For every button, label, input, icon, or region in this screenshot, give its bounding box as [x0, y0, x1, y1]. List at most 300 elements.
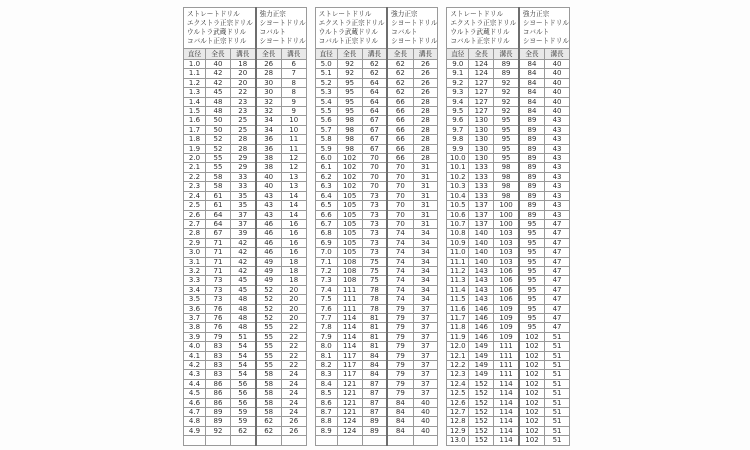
length-cell: 89 — [519, 135, 545, 144]
table-row — [315, 313, 438, 322]
length-cell: 102 — [519, 342, 545, 351]
length-cell: 70 — [387, 172, 413, 181]
diameter-cell: 4.4 — [184, 379, 206, 388]
length-cell: 81 — [362, 332, 387, 341]
length-cell: 28 — [413, 135, 438, 144]
diameter-cell: 6.8 — [315, 229, 337, 238]
length-cell: 43 — [545, 210, 570, 219]
length-cell: 31 — [413, 163, 438, 172]
standard-drill-types — [447, 8, 519, 49]
length-cell: 92 — [206, 426, 231, 435]
length-cell: 6 — [281, 60, 306, 69]
table-row — [315, 135, 438, 144]
length-cell: 114 — [337, 332, 362, 341]
diameter-cell: 10.8 — [447, 229, 469, 238]
table-row — [447, 342, 570, 351]
length-cell: 127 — [469, 78, 494, 87]
length-cell: 37 — [231, 210, 256, 219]
diameter-cell: 10.7 — [447, 219, 469, 228]
table-row — [447, 351, 570, 360]
header-line: ウルトラ武蔵ドリル — [450, 28, 510, 36]
table-row — [184, 295, 307, 304]
length-cell: 52 — [256, 313, 282, 322]
length-cell: 43 — [545, 182, 570, 191]
table-row — [447, 417, 570, 426]
table-row — [447, 436, 570, 445]
length-cell: 34 — [413, 285, 438, 294]
table-row — [315, 219, 438, 228]
length-cell: 43 — [545, 172, 570, 181]
length-cell: 40 — [545, 60, 570, 69]
length-cell: 73 — [362, 238, 387, 247]
length-cell: 43 — [545, 163, 570, 172]
length-cell: 95 — [337, 88, 362, 97]
column-header: 溝長 — [545, 49, 570, 60]
length-cell: 42 — [231, 266, 256, 275]
column-header: 溝長 — [494, 49, 519, 60]
length-cell: 92 — [494, 107, 519, 116]
length-cell: 111 — [494, 342, 519, 351]
diameter-cell: 12.6 — [447, 398, 469, 407]
diameter-cell: 6.6 — [315, 210, 337, 219]
length-cell: 84 — [387, 417, 413, 426]
header-line: シヨートドリル — [391, 37, 438, 45]
diameter-cell: 5.8 — [315, 135, 337, 144]
length-cell: 62 — [362, 69, 387, 78]
length-cell: 102 — [337, 182, 362, 191]
table-row — [184, 248, 307, 257]
diameter-cell: 10.3 — [447, 182, 469, 191]
standard-drill-types — [184, 8, 256, 49]
empty-cell — [184, 436, 206, 445]
table-row — [184, 332, 307, 341]
length-cell: 74 — [387, 266, 413, 275]
table-row — [184, 182, 307, 191]
diameter-cell: 5.0 — [315, 60, 337, 69]
length-cell: 124 — [469, 69, 494, 78]
header-line: コバルト正宗ドリル — [318, 37, 378, 45]
length-cell: 71 — [206, 238, 231, 247]
table-row — [447, 389, 570, 398]
length-cell: 146 — [469, 323, 494, 332]
length-cell: 56 — [231, 379, 256, 388]
length-cell: 124 — [337, 417, 362, 426]
length-cell: 89 — [519, 210, 545, 219]
table-row — [447, 229, 570, 238]
column-header: 全長 — [337, 49, 362, 60]
diameter-cell: 7.2 — [315, 266, 337, 275]
length-cell: 75 — [362, 276, 387, 285]
length-cell: 29 — [231, 163, 256, 172]
length-cell: 98 — [337, 116, 362, 125]
length-cell: 74 — [387, 257, 413, 266]
length-cell: 84 — [519, 78, 545, 87]
table-row — [184, 313, 307, 322]
length-cell: 20 — [281, 285, 306, 294]
length-cell: 33 — [231, 172, 256, 181]
diameter-cell: 6.4 — [315, 191, 337, 200]
length-cell: 23 — [231, 97, 256, 106]
length-cell: 95 — [337, 97, 362, 106]
length-cell: 34 — [413, 295, 438, 304]
length-cell: 55 — [256, 361, 282, 370]
length-cell: 74 — [387, 229, 413, 238]
diameter-cell: 5.4 — [315, 97, 337, 106]
column-header: 全長 — [206, 49, 231, 60]
length-cell: 48 — [206, 107, 231, 116]
length-cell: 34 — [413, 276, 438, 285]
table-row — [315, 285, 438, 294]
length-cell: 43 — [545, 201, 570, 210]
length-cell: 81 — [362, 342, 387, 351]
length-cell: 89 — [519, 125, 545, 134]
diameter-cell: 5.1 — [315, 69, 337, 78]
length-cell: 16 — [281, 229, 306, 238]
length-cell: 67 — [362, 144, 387, 153]
table-row — [447, 408, 570, 417]
diameter-cell: 12.9 — [447, 426, 469, 435]
length-cell: 35 — [231, 191, 256, 200]
diameter-cell: 3.0 — [184, 248, 206, 257]
table-row — [315, 276, 438, 285]
diameter-cell: 2.9 — [184, 238, 206, 247]
length-cell: 43 — [545, 144, 570, 153]
empty-cell — [337, 436, 362, 445]
table-row — [184, 172, 307, 181]
table-row — [184, 135, 307, 144]
length-cell: 62 — [256, 417, 282, 426]
length-cell: 74 — [387, 285, 413, 294]
length-cell: 66 — [387, 144, 413, 153]
length-cell: 55 — [206, 154, 231, 163]
length-cell: 117 — [337, 370, 362, 379]
length-cell: 22 — [281, 361, 306, 370]
length-cell: 102 — [519, 417, 545, 426]
table-row — [184, 266, 307, 275]
table-row — [315, 60, 438, 69]
length-cell: 100 — [494, 201, 519, 210]
length-cell: 58 — [256, 408, 282, 417]
length-cell: 40 — [545, 97, 570, 106]
header-line: シヨートドリル — [522, 19, 569, 27]
length-cell: 24 — [281, 408, 306, 417]
table-row — [447, 125, 570, 134]
diameter-cell: 9.7 — [447, 125, 469, 134]
column-header: 全長 — [519, 49, 545, 60]
length-cell: 34 — [256, 125, 282, 134]
table-row — [184, 154, 307, 163]
diameter-cell: 4.5 — [184, 389, 206, 398]
length-cell: 98 — [494, 172, 519, 181]
length-cell: 62 — [387, 69, 413, 78]
length-cell: 64 — [206, 210, 231, 219]
length-cell: 140 — [469, 229, 494, 238]
length-cell: 58 — [206, 172, 231, 181]
length-cell: 95 — [519, 238, 545, 247]
header-line: エクストラ正宗ドリル — [187, 19, 253, 27]
length-cell: 84 — [362, 361, 387, 370]
empty-cell — [281, 436, 306, 445]
header-line: ウルトラ武蔵ドリル — [187, 28, 247, 36]
length-cell: 22 — [281, 323, 306, 332]
length-cell: 48 — [231, 295, 256, 304]
diameter-cell: 2.8 — [184, 229, 206, 238]
length-cell: 26 — [413, 88, 438, 97]
length-cell: 92 — [494, 88, 519, 97]
table-row — [447, 163, 570, 172]
table-row — [184, 97, 307, 106]
empty-cell — [315, 436, 337, 445]
length-cell: 46 — [256, 238, 282, 247]
length-cell: 114 — [494, 426, 519, 435]
length-cell: 95 — [519, 304, 545, 313]
length-cell: 105 — [337, 229, 362, 238]
diameter-cell: 4.7 — [184, 408, 206, 417]
empty-cell — [413, 436, 438, 445]
table-row — [315, 248, 438, 257]
length-cell: 26 — [281, 426, 306, 435]
length-cell: 48 — [231, 304, 256, 313]
diameter-cell: 2.6 — [184, 210, 206, 219]
length-cell: 84 — [362, 370, 387, 379]
length-cell: 143 — [469, 295, 494, 304]
table-row — [184, 60, 307, 69]
length-cell: 16 — [281, 219, 306, 228]
length-cell: 89 — [519, 116, 545, 125]
length-cell: 137 — [469, 219, 494, 228]
length-cell: 133 — [469, 191, 494, 200]
length-cell: 79 — [387, 323, 413, 332]
header-line: コバルト正宗ドリル — [187, 37, 247, 45]
length-cell: 137 — [469, 210, 494, 219]
length-cell: 95 — [494, 116, 519, 125]
length-cell: 22 — [231, 88, 256, 97]
length-cell: 67 — [362, 116, 387, 125]
length-cell: 73 — [362, 201, 387, 210]
length-cell: 66 — [387, 135, 413, 144]
table-row — [447, 219, 570, 228]
diameter-cell: 7.9 — [315, 332, 337, 341]
length-cell: 28 — [413, 107, 438, 116]
length-cell: 149 — [469, 351, 494, 360]
length-cell: 102 — [519, 370, 545, 379]
length-cell: 100 — [494, 219, 519, 228]
length-cell: 89 — [494, 60, 519, 69]
table-row — [447, 107, 570, 116]
diameter-cell: 6.5 — [315, 201, 337, 210]
empty-cell — [206, 436, 231, 445]
length-cell: 84 — [387, 408, 413, 417]
diameter-cell: 6.1 — [315, 163, 337, 172]
length-cell: 73 — [206, 295, 231, 304]
diameter-cell: 7.5 — [315, 295, 337, 304]
header-line: コバルト — [522, 28, 550, 36]
length-cell: 51 — [545, 417, 570, 426]
table-row — [315, 97, 438, 106]
table-row — [184, 78, 307, 87]
table-row — [184, 107, 307, 116]
length-cell: 64 — [362, 107, 387, 116]
drill-table-large-diameters — [446, 7, 570, 446]
length-cell: 8 — [281, 88, 306, 97]
length-cell: 47 — [545, 229, 570, 238]
table-row — [184, 417, 307, 426]
table-row — [315, 182, 438, 191]
length-cell: 92 — [337, 69, 362, 78]
header-line: 強力正宗 — [259, 10, 286, 18]
drill-spec-table — [183, 7, 307, 446]
length-cell: 102 — [519, 379, 545, 388]
length-cell: 40 — [256, 182, 282, 191]
diameter-cell: 11.8 — [447, 323, 469, 332]
table-row — [447, 182, 570, 191]
diameter-cell: 6.2 — [315, 172, 337, 181]
diameter-cell: 8.7 — [315, 408, 337, 417]
diameter-cell: 4.9 — [184, 426, 206, 435]
table-row — [315, 323, 438, 332]
length-cell: 51 — [545, 426, 570, 435]
length-cell: 40 — [206, 60, 231, 69]
empty-row — [184, 436, 307, 445]
table-row — [184, 219, 307, 228]
diameter-cell: 6.9 — [315, 238, 337, 247]
length-cell: 89 — [206, 417, 231, 426]
length-cell: 149 — [469, 361, 494, 370]
length-cell: 40 — [545, 78, 570, 87]
length-cell: 34 — [413, 266, 438, 275]
length-cell: 73 — [362, 248, 387, 257]
title-row — [447, 8, 570, 49]
table-row — [447, 248, 570, 257]
length-cell: 78 — [362, 304, 387, 313]
length-cell: 49 — [256, 276, 282, 285]
length-cell: 117 — [337, 351, 362, 360]
length-cell: 52 — [256, 295, 282, 304]
length-cell: 18 — [281, 266, 306, 275]
length-cell: 70 — [387, 219, 413, 228]
length-cell: 92 — [494, 78, 519, 87]
length-cell: 95 — [519, 257, 545, 266]
length-cell: 152 — [469, 426, 494, 435]
length-cell: 50 — [206, 125, 231, 134]
diameter-cell: 5.2 — [315, 78, 337, 87]
length-cell: 28 — [413, 144, 438, 153]
length-cell: 89 — [519, 201, 545, 210]
table-row — [184, 379, 307, 388]
diameter-cell: 5.3 — [315, 88, 337, 97]
length-cell: 89 — [206, 408, 231, 417]
length-cell: 152 — [469, 389, 494, 398]
table-row — [184, 257, 307, 266]
diameter-cell: 4.2 — [184, 361, 206, 370]
diameter-cell: 8.6 — [315, 398, 337, 407]
length-cell: 130 — [469, 116, 494, 125]
length-cell: 79 — [387, 342, 413, 351]
length-cell: 114 — [337, 323, 362, 332]
length-cell: 66 — [387, 116, 413, 125]
diameter-cell: 10.6 — [447, 210, 469, 219]
length-cell: 37 — [413, 332, 438, 341]
length-cell: 79 — [206, 332, 231, 341]
diameter-cell: 3.2 — [184, 266, 206, 275]
column-header: 溝長 — [413, 49, 438, 60]
empty-row — [315, 436, 438, 445]
length-cell: 34 — [413, 248, 438, 257]
length-cell: 102 — [519, 351, 545, 360]
length-cell: 146 — [469, 332, 494, 341]
length-cell: 98 — [494, 191, 519, 200]
length-cell: 143 — [469, 285, 494, 294]
length-cell: 40 — [545, 107, 570, 116]
table-row — [447, 266, 570, 275]
length-cell: 89 — [519, 144, 545, 153]
diameter-cell: 10.0 — [447, 154, 469, 163]
table-row — [315, 361, 438, 370]
length-cell: 10 — [281, 116, 306, 125]
diameter-cell: 1.8 — [184, 135, 206, 144]
length-cell: 29 — [231, 154, 256, 163]
length-cell: 51 — [545, 436, 570, 445]
length-cell: 86 — [206, 379, 231, 388]
length-cell: 70 — [387, 210, 413, 219]
length-cell: 58 — [256, 389, 282, 398]
length-cell: 43 — [545, 125, 570, 134]
length-cell: 43 — [256, 201, 282, 210]
diameter-cell: 2.5 — [184, 201, 206, 210]
length-cell: 87 — [362, 398, 387, 407]
length-cell: 86 — [206, 389, 231, 398]
length-cell: 83 — [206, 370, 231, 379]
length-cell: 98 — [494, 182, 519, 191]
diameter-cell: 10.4 — [447, 191, 469, 200]
length-cell: 59 — [231, 408, 256, 417]
diameter-cell: 11.3 — [447, 276, 469, 285]
length-cell: 76 — [206, 313, 231, 322]
length-cell: 7 — [281, 69, 306, 78]
diameter-cell: 1.1 — [184, 69, 206, 78]
table-row — [184, 229, 307, 238]
table-row — [315, 107, 438, 116]
length-cell: 47 — [545, 248, 570, 257]
length-cell: 9 — [281, 107, 306, 116]
length-cell: 64 — [206, 219, 231, 228]
length-cell: 121 — [337, 408, 362, 417]
table-row — [447, 257, 570, 266]
diameter-cell: 8.4 — [315, 379, 337, 388]
table-row — [184, 351, 307, 360]
diameter-cell: 11.6 — [447, 304, 469, 313]
length-cell: 149 — [469, 370, 494, 379]
length-cell: 48 — [231, 323, 256, 332]
diameter-cell: 8.9 — [315, 426, 337, 435]
length-cell: 127 — [469, 97, 494, 106]
length-cell: 55 — [206, 163, 231, 172]
length-cell: 34 — [413, 229, 438, 238]
header-line: エクストラ正宗ドリル — [450, 19, 517, 27]
length-cell: 137 — [469, 201, 494, 210]
length-cell: 40 — [256, 172, 282, 181]
length-cell: 98 — [337, 144, 362, 153]
length-cell: 109 — [494, 313, 519, 322]
table-row — [447, 361, 570, 370]
empty-cell — [362, 436, 387, 445]
length-cell: 56 — [231, 389, 256, 398]
length-cell: 71 — [206, 266, 231, 275]
length-cell: 111 — [494, 361, 519, 370]
diameter-cell: 11.2 — [447, 266, 469, 275]
length-cell: 28 — [413, 154, 438, 163]
diameter-cell: 4.1 — [184, 351, 206, 360]
